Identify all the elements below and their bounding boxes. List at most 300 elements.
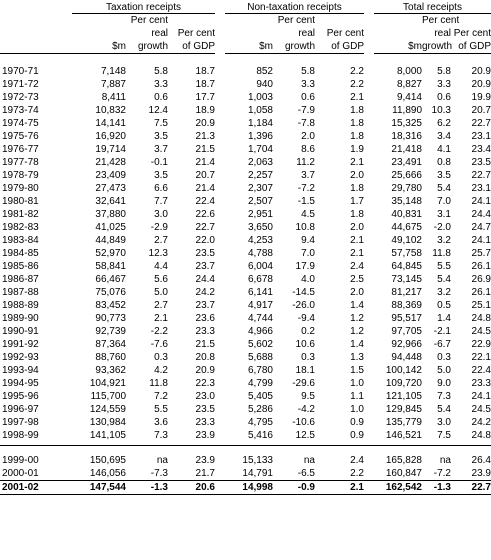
table-cell: 66,467 bbox=[95, 273, 126, 285]
table-cell: 5.8 bbox=[301, 65, 315, 77]
table-cell: 1,704 bbox=[247, 143, 273, 155]
table-header bbox=[0, 0, 491, 53]
table-cell: 5.8 bbox=[437, 65, 451, 77]
table-cell: 24.1 bbox=[471, 195, 491, 207]
table-cell: 22.4 bbox=[471, 364, 491, 376]
table-cell: -7.9 bbox=[297, 104, 315, 116]
table-row bbox=[0, 351, 491, 364]
table-cell: 0.6 bbox=[154, 91, 168, 103]
column-header: Per cent bbox=[130, 14, 168, 26]
table-cell: 22.1 bbox=[471, 351, 491, 363]
table-cell: 24.7 bbox=[471, 221, 491, 233]
table-cell: -2.2 bbox=[150, 325, 168, 337]
table-cell: 5.0 bbox=[437, 364, 451, 376]
table-cell: 5.5 bbox=[437, 260, 451, 272]
table-cell: 3.4 bbox=[437, 130, 451, 142]
table-cell: 17.9 bbox=[295, 260, 315, 272]
table-cell: 0.5 bbox=[437, 299, 451, 311]
table-cell: -7.8 bbox=[297, 117, 315, 129]
column-header: $m bbox=[72, 40, 126, 54]
table-row bbox=[0, 364, 491, 377]
table-cell: -9.4 bbox=[297, 312, 315, 324]
table-cell: 92,966 bbox=[391, 338, 422, 350]
row-year: 2000-01 bbox=[2, 467, 39, 479]
table-cell: 2.4 bbox=[350, 454, 364, 466]
table-cell: 4,917 bbox=[247, 299, 273, 311]
table-cell: -2.1 bbox=[433, 325, 451, 337]
table-cell: 0.8 bbox=[437, 156, 451, 168]
row-year: 1970-71 bbox=[2, 65, 39, 77]
column-header: real bbox=[434, 27, 451, 39]
table-cell: 21.5 bbox=[195, 338, 215, 350]
table-cell: 2,257 bbox=[247, 169, 273, 181]
table-cell: 2.1 bbox=[350, 234, 364, 246]
table-cell: 22.7 bbox=[195, 221, 215, 233]
table-cell: 83,452 bbox=[95, 299, 126, 311]
table-cell: 2.0 bbox=[350, 221, 364, 233]
row-year: 1992-93 bbox=[2, 351, 39, 363]
table-cell: 21,428 bbox=[95, 156, 126, 168]
table-cell: -7.3 bbox=[150, 467, 168, 479]
table-cell: 19,714 bbox=[95, 143, 126, 155]
table-cell: 2.0 bbox=[350, 286, 364, 298]
table-cell: 9.0 bbox=[437, 377, 451, 389]
table-cell: 0.3 bbox=[301, 351, 315, 363]
table-cell: 23.3 bbox=[471, 377, 491, 389]
row-year: 1980-81 bbox=[2, 195, 39, 207]
table-cell: 5.8 bbox=[154, 65, 168, 77]
group-header-taxation: Taxation receipts bbox=[72, 0, 215, 14]
table-cell: 1.4 bbox=[350, 299, 364, 311]
table-cell: 25.7 bbox=[471, 247, 491, 259]
table-cell: 14,141 bbox=[95, 117, 126, 129]
column-header bbox=[168, 14, 215, 27]
table-cell: 150,695 bbox=[89, 454, 126, 466]
table-cell: 94,448 bbox=[391, 351, 422, 363]
row-year: 1994-95 bbox=[2, 377, 39, 389]
table-cell: 9.4 bbox=[301, 234, 315, 246]
row-year: 1972-73 bbox=[2, 91, 39, 103]
table-cell: 940 bbox=[256, 78, 273, 90]
column-header bbox=[374, 14, 422, 27]
table-cell: 4,799 bbox=[247, 377, 273, 389]
table-cell: -7.6 bbox=[150, 338, 168, 350]
row-year: 1977-78 bbox=[2, 156, 39, 168]
table-cell: 2.2 bbox=[350, 78, 364, 90]
table-cell: na bbox=[303, 454, 315, 466]
table-row bbox=[0, 208, 491, 221]
table-cell: 9,414 bbox=[396, 91, 422, 103]
table-cell: 22.6 bbox=[195, 208, 215, 220]
table-cell: 0.3 bbox=[437, 351, 451, 363]
table-cell: 0.3 bbox=[154, 351, 168, 363]
table-cell: 121,105 bbox=[385, 390, 422, 402]
table-row bbox=[0, 169, 491, 182]
column-header: real bbox=[298, 27, 315, 39]
table-cell: 21.5 bbox=[195, 143, 215, 155]
table-cell: 5,416 bbox=[247, 429, 273, 441]
table-cell: 2,063 bbox=[247, 156, 273, 168]
table-row bbox=[0, 390, 491, 403]
table-cell: 1.8 bbox=[350, 208, 364, 220]
row-year: 1978-79 bbox=[2, 169, 39, 181]
table-cell: 165,828 bbox=[385, 454, 422, 466]
column-header: of GDP bbox=[168, 40, 215, 54]
table-cell: 41,025 bbox=[95, 221, 126, 233]
table-cell: 2.4 bbox=[350, 260, 364, 272]
table-cell: 25.1 bbox=[471, 299, 491, 311]
table-cell: 10.6 bbox=[295, 338, 315, 350]
row-year: 1999-00 bbox=[2, 454, 39, 466]
table-cell: 23,409 bbox=[95, 169, 126, 181]
table-cell: -26.0 bbox=[292, 299, 315, 311]
table-cell: 0.9 bbox=[350, 429, 364, 441]
row-year: 1981-82 bbox=[2, 208, 39, 220]
table-cell: na bbox=[439, 454, 451, 466]
table-cell: 6,004 bbox=[247, 260, 273, 272]
row-year: 1971-72 bbox=[2, 78, 39, 90]
column-header: growth bbox=[273, 40, 315, 54]
group-header-non-taxation: Non-taxation receipts bbox=[225, 0, 364, 14]
table-cell: 24.2 bbox=[195, 286, 215, 298]
row-year: 1987-88 bbox=[2, 286, 39, 298]
table-cell: 12.5 bbox=[295, 429, 315, 441]
table-cell: 14,791 bbox=[242, 467, 273, 479]
table-cell: 1.8 bbox=[350, 182, 364, 194]
table-cell: 7,148 bbox=[100, 65, 126, 77]
table-cell: 2,951 bbox=[247, 208, 273, 220]
table-cell: 16,920 bbox=[95, 130, 126, 142]
table-cell: 24.2 bbox=[471, 416, 491, 428]
table-cell: 87,364 bbox=[95, 338, 126, 350]
table-cell: 104,921 bbox=[89, 377, 126, 389]
table-cell: 21.4 bbox=[195, 182, 215, 194]
table-cell: 15,325 bbox=[391, 117, 422, 129]
table-cell: 2.0 bbox=[301, 130, 315, 142]
table-cell: 24.8 bbox=[471, 312, 491, 324]
table-cell: 4.5 bbox=[301, 208, 315, 220]
row-year: 1997-98 bbox=[2, 416, 39, 428]
table-cell: 29,780 bbox=[391, 182, 422, 194]
column-header: Per cent bbox=[453, 27, 491, 39]
table-cell: 7.3 bbox=[437, 390, 451, 402]
table-row bbox=[0, 454, 491, 467]
table-cell: 27,473 bbox=[95, 182, 126, 194]
table-row bbox=[0, 429, 491, 442]
table-cell: 3.5 bbox=[154, 130, 168, 142]
table-cell: 18.9 bbox=[195, 104, 215, 116]
table-cell: 11,890 bbox=[392, 104, 422, 116]
table-row bbox=[0, 286, 491, 299]
table-cell: 162,542 bbox=[374, 480, 422, 494]
table-cell: 4.2 bbox=[154, 364, 168, 376]
table-cell: 93,362 bbox=[95, 364, 126, 376]
table-cell: 115,700 bbox=[90, 390, 126, 402]
table-cell: 7.5 bbox=[437, 429, 451, 441]
table-row bbox=[0, 480, 491, 494]
table-row bbox=[0, 377, 491, 390]
table-cell: 852 bbox=[256, 65, 273, 77]
table-cell: -1.3 bbox=[422, 480, 451, 494]
table-cell: 22.7 bbox=[471, 117, 491, 129]
table-row bbox=[0, 78, 491, 91]
table-cell: 2.0 bbox=[350, 169, 364, 181]
table-cell: 19.9 bbox=[471, 91, 491, 103]
table-row bbox=[0, 195, 491, 208]
table-row bbox=[0, 117, 491, 130]
table-cell: 23.9 bbox=[195, 454, 215, 466]
table-cell: 23.9 bbox=[471, 467, 491, 479]
table-cell: 22.0 bbox=[195, 234, 215, 246]
table-cell: 146,521 bbox=[385, 429, 422, 441]
table-cell: 23.4 bbox=[471, 143, 491, 155]
table-cell: 1.1 bbox=[350, 390, 364, 402]
row-year: 1973-74 bbox=[2, 104, 39, 116]
column-header bbox=[225, 14, 273, 27]
table-cell: 4,795 bbox=[247, 416, 273, 428]
table-cell: 24.1 bbox=[471, 234, 491, 246]
table-cell: 1.9 bbox=[350, 143, 364, 155]
table-cell: 4,744 bbox=[247, 312, 273, 324]
table-cell: 24.1 bbox=[471, 390, 491, 402]
table-cell: 49,102 bbox=[391, 234, 422, 246]
table-cell: 12.4 bbox=[148, 104, 168, 116]
table-cell: 1.0 bbox=[350, 377, 364, 389]
table-row bbox=[0, 234, 491, 247]
table-cell: 3.0 bbox=[154, 208, 168, 220]
table-cell: 24.5 bbox=[471, 325, 491, 337]
table-cell: 141,105 bbox=[89, 429, 126, 441]
table-cell: 5,405 bbox=[247, 390, 273, 402]
table-cell: 4,788 bbox=[247, 247, 273, 259]
row-year: 1974-75 bbox=[2, 117, 39, 129]
table-cell: 3.5 bbox=[437, 169, 451, 181]
table-cell: 52,970 bbox=[95, 247, 126, 259]
table-cell: 18,316 bbox=[391, 130, 422, 142]
table-cell: na bbox=[156, 454, 168, 466]
table-cell: 23.0 bbox=[195, 390, 215, 402]
table-cell: 21,418 bbox=[391, 143, 422, 155]
table-cell: 3.7 bbox=[154, 143, 168, 155]
table-cell: 1,003 bbox=[247, 91, 273, 103]
table-cell: 3.0 bbox=[437, 416, 451, 428]
table-cell: 11.8 bbox=[432, 247, 451, 259]
row-year: 1995-96 bbox=[2, 390, 39, 402]
column-header: Per cent bbox=[422, 14, 460, 26]
table-cell: 160,847 bbox=[385, 467, 422, 479]
column-header: real bbox=[151, 27, 168, 39]
table-cell: 20.8 bbox=[195, 351, 215, 363]
table-cell: 2.7 bbox=[154, 234, 168, 246]
table-cell: 109,720 bbox=[385, 377, 422, 389]
table-cell: 5.4 bbox=[437, 182, 451, 194]
table-cell: 20.9 bbox=[471, 78, 491, 90]
group-header-total: Total receipts bbox=[374, 0, 491, 14]
column-header: of GDP bbox=[315, 40, 364, 54]
table-cell: 18.7 bbox=[195, 78, 215, 90]
table-cell: 3.3 bbox=[437, 78, 451, 90]
table-cell: 1.4 bbox=[350, 338, 364, 350]
table-row bbox=[0, 325, 491, 338]
table-cell: 26.1 bbox=[471, 286, 491, 298]
table-cell: -7.2 bbox=[297, 182, 315, 194]
table-cell: 3.6 bbox=[154, 416, 168, 428]
table-cell: 14,998 bbox=[225, 480, 273, 494]
table-cell: 2.1 bbox=[350, 156, 364, 168]
column-header: growth bbox=[422, 40, 453, 52]
table-cell: 23.3 bbox=[195, 325, 215, 337]
table-cell: 17.7 bbox=[195, 91, 215, 103]
table-cell: -0.9 bbox=[273, 480, 315, 494]
column-header: Per cent bbox=[326, 27, 364, 39]
table-cell: -4.2 bbox=[297, 403, 315, 415]
table-cell: -2.9 bbox=[150, 221, 168, 233]
table-cell: 23.5 bbox=[195, 403, 215, 415]
table-cell: 26.4 bbox=[471, 454, 491, 466]
table-cell: 4.0 bbox=[301, 273, 315, 285]
table-cell: 3,650 bbox=[247, 221, 273, 233]
table-cell: 5,688 bbox=[247, 351, 273, 363]
table-cell: 5.4 bbox=[437, 273, 451, 285]
table-cell: 8,000 bbox=[396, 65, 422, 77]
table-cell: -0.1 bbox=[150, 156, 168, 168]
table-cell: 58,841 bbox=[95, 260, 126, 272]
row-year: 1976-77 bbox=[2, 143, 39, 155]
table-cell: 95,517 bbox=[391, 312, 422, 324]
table-cell: 1.0 bbox=[350, 403, 364, 415]
table-cell: 73,145 bbox=[391, 273, 422, 285]
table-cell: 2.7 bbox=[154, 299, 168, 311]
table-cell: 44,675 bbox=[391, 221, 422, 233]
table-cell: 24.4 bbox=[195, 273, 215, 285]
table-cell: 6.6 bbox=[154, 182, 168, 194]
table-cell: 18.1 bbox=[295, 364, 315, 376]
table-cell: 11.2 bbox=[296, 156, 315, 168]
row-year: 1989-90 bbox=[2, 312, 39, 324]
table-cell: 8,827 bbox=[396, 78, 422, 90]
table-cell: 20.9 bbox=[195, 364, 215, 376]
column-header: of GDP bbox=[451, 40, 491, 54]
table-cell: 23.7 bbox=[195, 299, 215, 311]
table-cell: 1.2 bbox=[350, 312, 364, 324]
table-cell: 4,966 bbox=[247, 325, 273, 337]
row-year: 1983-84 bbox=[2, 234, 39, 246]
table-cell: -6.5 bbox=[297, 467, 315, 479]
row-year: 1984-85 bbox=[2, 247, 39, 259]
table-cell: 3.7 bbox=[301, 169, 315, 181]
table-cell: 130,984 bbox=[89, 416, 126, 428]
table-row bbox=[0, 273, 491, 286]
table-cell: 23.7 bbox=[195, 260, 215, 272]
table-cell: 20.7 bbox=[195, 169, 215, 181]
table-cell: 21.7 bbox=[195, 467, 215, 479]
table-cell: 0.6 bbox=[437, 91, 451, 103]
table-cell: 1,058 bbox=[247, 104, 273, 116]
table-cell: 2.2 bbox=[350, 65, 364, 77]
table-cell: 3.1 bbox=[437, 208, 451, 220]
table-cell: 25,666 bbox=[391, 169, 422, 181]
table-cell: 64,845 bbox=[391, 260, 422, 272]
table-cell: 22.3 bbox=[195, 377, 215, 389]
table-row bbox=[0, 104, 491, 117]
table-cell: 32,641 bbox=[95, 195, 126, 207]
column-header: Per cent bbox=[277, 14, 315, 26]
table-cell: 1.4 bbox=[437, 312, 451, 324]
table-cell: -6.7 bbox=[433, 338, 451, 350]
table-cell: 3.3 bbox=[154, 78, 168, 90]
table-cell: 81,217 bbox=[391, 286, 422, 298]
table-cell: 22.9 bbox=[471, 338, 491, 350]
table-cell: 57,758 bbox=[391, 247, 422, 259]
table-cell: 9.5 bbox=[301, 390, 315, 402]
table-body bbox=[0, 53, 491, 494]
table-cell: 10.3 bbox=[431, 104, 451, 116]
table-cell: 44,849 bbox=[95, 234, 126, 246]
column-header bbox=[72, 14, 126, 27]
table-cell: 8.6 bbox=[301, 143, 315, 155]
row-year: 1979-80 bbox=[2, 182, 39, 194]
table-cell: 7.3 bbox=[154, 429, 168, 441]
table-cell: 5.4 bbox=[437, 403, 451, 415]
table-cell: 147,544 bbox=[72, 480, 126, 494]
table-cell: 5.6 bbox=[154, 273, 168, 285]
table-cell: 1.8 bbox=[350, 117, 364, 129]
table-row bbox=[0, 65, 491, 78]
table-cell: 7.7 bbox=[154, 195, 168, 207]
table-cell: -7.2 bbox=[433, 467, 451, 479]
row-year: 1990-91 bbox=[2, 325, 39, 337]
table-cell: 10.8 bbox=[295, 221, 315, 233]
table-row bbox=[0, 130, 491, 143]
table-cell: 1,396 bbox=[247, 130, 273, 142]
table-cell: 88,369 bbox=[391, 299, 422, 311]
column-header bbox=[374, 27, 422, 40]
table-cell: 129,845 bbox=[385, 403, 422, 415]
table-cell: 23.3 bbox=[195, 416, 215, 428]
table-cell: 0.2 bbox=[301, 325, 315, 337]
row-year: 1985-86 bbox=[2, 260, 39, 272]
table-cell: 7.0 bbox=[437, 195, 451, 207]
table-cell: 4.4 bbox=[154, 260, 168, 272]
table-cell: -2.0 bbox=[433, 221, 451, 233]
table-row bbox=[0, 338, 491, 351]
table-row bbox=[0, 247, 491, 260]
table-cell: 18.7 bbox=[195, 65, 215, 77]
row-year: 2001-02 bbox=[0, 480, 72, 494]
table-cell: 20.9 bbox=[471, 65, 491, 77]
table-cell: 124,559 bbox=[89, 403, 126, 415]
table-cell: -1.3 bbox=[126, 480, 168, 494]
column-header bbox=[72, 27, 126, 40]
table-cell: 21.4 bbox=[195, 156, 215, 168]
table-cell: 37,880 bbox=[95, 208, 126, 220]
table-row bbox=[0, 299, 491, 312]
table-cell: 4,253 bbox=[247, 234, 273, 246]
table-cell: 24.5 bbox=[471, 403, 491, 415]
table-cell: 7.5 bbox=[154, 117, 168, 129]
table-row bbox=[0, 221, 491, 234]
table-cell: 1.7 bbox=[350, 195, 364, 207]
table-cell: 1.8 bbox=[350, 104, 364, 116]
table-cell: 2.1 bbox=[315, 480, 364, 494]
row-year: 1991-92 bbox=[2, 338, 39, 350]
table-cell: -10.6 bbox=[292, 416, 315, 428]
table-row bbox=[0, 143, 491, 156]
table-cell: 15,133 bbox=[242, 454, 273, 466]
table-cell: 7,887 bbox=[100, 78, 126, 90]
table-cell: 75,076 bbox=[95, 286, 126, 298]
column-header: Per cent bbox=[177, 27, 215, 39]
